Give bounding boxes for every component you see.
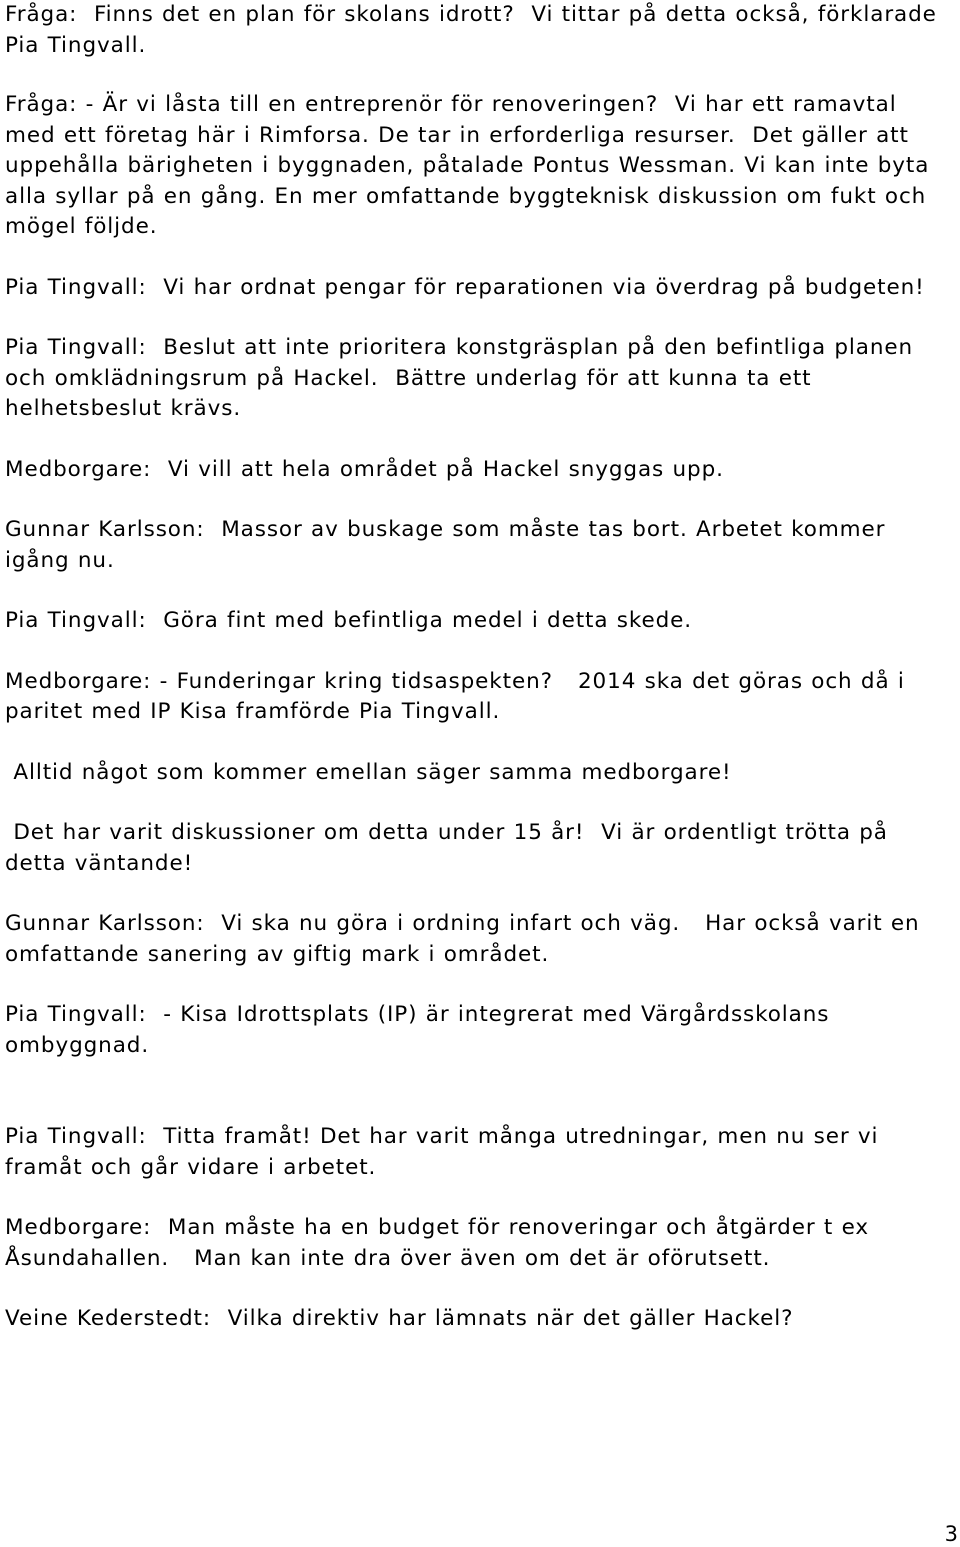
paragraph-8: Medborgare: - Funderingar kring tidsaspekten? 2014 ska det göras och då i paritet med IP Kisa framförde Pia Tingvall. xyxy=(5,668,914,724)
paragraph-4: Pia Tingvall: Beslut att inte prioritera konstgräsplan på den befintliga planen och omklädningsrum på Hackel. Bättre underlag för att kunna ta ett helhetsbeslut krävs. xyxy=(5,335,922,421)
paragraph-7: Pia Tingvall: Göra fint med befintliga medel i detta skede. xyxy=(5,608,693,633)
paragraph-2: Fråga: - Är vi låsta till en entreprenör för renoveringen? Vi har ett ramavtal med ett företag här i Rimforsa. De tar in erforderliga resurser. Det gäller att uppehålla bärigheten i byggnaden, påtalade Pontus Wessman. Vi kan inte byta alla syllar på en gång. En mer omfattande byggteknisk diskussion om fukt och mögel följde. xyxy=(5,92,938,239)
paragraph-12: Pia Tingvall: - Kisa Idrottsplats (IP) är integrerat med Värgårdsskolans ombyggnad. xyxy=(5,1002,838,1058)
paragraph-3: Pia Tingvall: Vi har ordnat pengar för reparationen via överdrag på budgeten! xyxy=(5,274,925,300)
paragraph-14: Medborgare: Man måste ha en budget för renoveringar och åtgärder t ex Åsundahallen. Man kan inte dra över även om det är oförutsett. xyxy=(5,1215,878,1271)
paragraph-9: Alltid något som kommer emellan säger samma medborgare! xyxy=(5,759,732,785)
paragraph-11: Gunnar Karlsson: Vi ska nu göra i ordning infart och väg. Har också varit en omfattande sanering av giftig mark i området. xyxy=(5,911,928,967)
paragraph-10: Det har varit diskussioner om detta under 15 år! Vi är ordentligt trötta på detta väntande! xyxy=(5,820,897,876)
paragraph-5: Medborgare: Vi vill att hela området på Hackel snyggas upp. xyxy=(5,456,724,482)
paragraph-15: Veine Kederstedt: Vilka direktiv har lämnats när det gäller Hackel? xyxy=(5,1306,794,1331)
paragraph-13: Pia Tingvall: Titta framåt! Det har varit många utredningar, men nu ser vi framåt och går vidare i arbetet. xyxy=(5,1124,887,1180)
page-number: 3 xyxy=(944,1522,958,1546)
paragraph-1: Fråga: Finns det en plan för skolans idrott? Vi tittar på detta också, förklarade Pia Tingvall. xyxy=(5,2,946,58)
document-body xyxy=(5,0,955,1335)
paragraph-6: Gunnar Karlsson: Massor av buskage som måste tas bort. Arbetet kommer igång nu. xyxy=(5,517,894,573)
